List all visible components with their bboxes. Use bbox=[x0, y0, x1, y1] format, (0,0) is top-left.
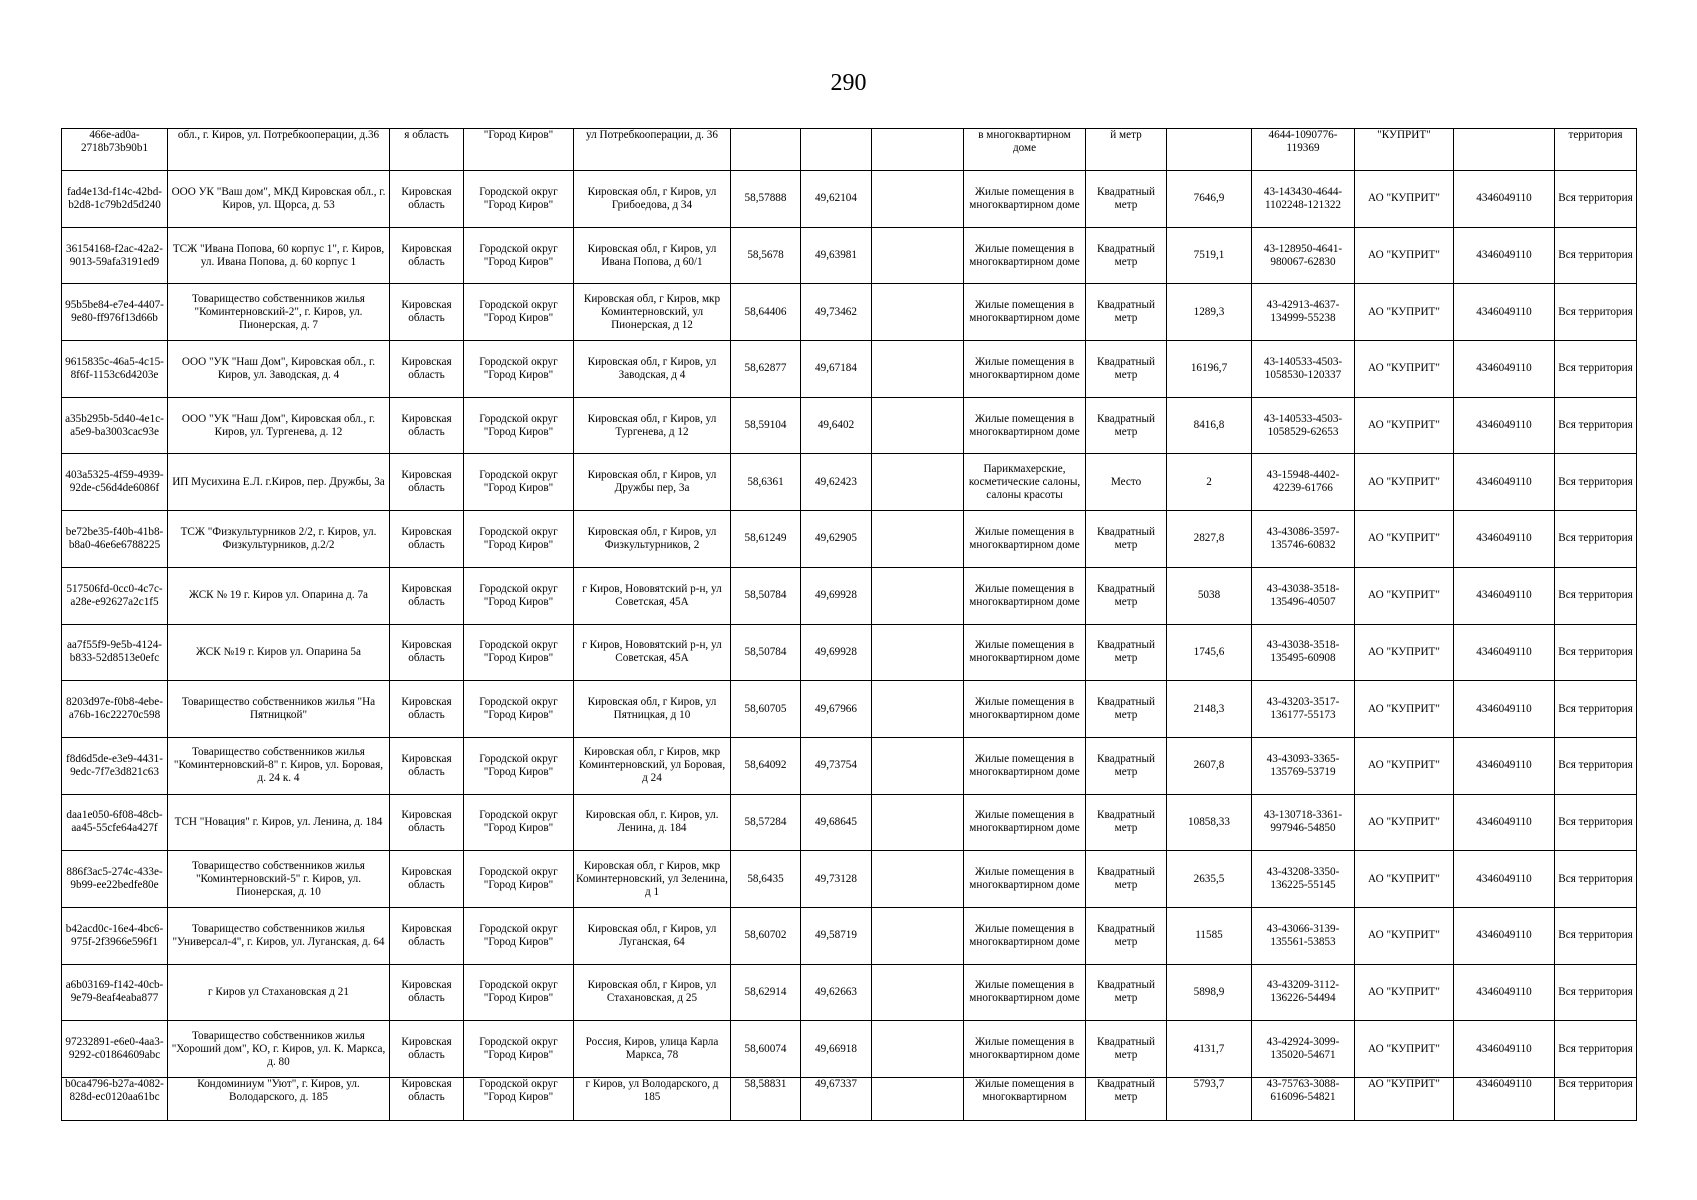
cell-region: Кировская область bbox=[390, 567, 464, 624]
cell-area: 16196,7 bbox=[1167, 341, 1252, 398]
cell-empty bbox=[872, 794, 964, 851]
cell-object-type: Жилые помещения в многоквартирном доме bbox=[964, 624, 1086, 681]
cell-area: 7519,1 bbox=[1167, 227, 1252, 284]
table-row bbox=[62, 681, 1637, 738]
cell-operator: АО "КУПРИТ" bbox=[1355, 284, 1454, 341]
cell-longitude bbox=[801, 129, 872, 171]
cell-region: Кировская область bbox=[390, 397, 464, 454]
cell-area: 10858,33 bbox=[1167, 794, 1252, 851]
cell-organization-name: г Киров ул Стахановская д 21 bbox=[168, 964, 390, 1021]
cell-record-id: 466e-ad0a-2718b73b90b1 bbox=[62, 129, 168, 171]
table-row bbox=[62, 284, 1637, 341]
cell-unit: Квадратный метр bbox=[1086, 964, 1167, 1021]
cell-operator: АО "КУПРИТ" bbox=[1355, 907, 1454, 964]
cell-organization-name: Товарищество собственников жилья "Универсал-4", г. Киров, ул. Луганская, д. 64 bbox=[168, 907, 390, 964]
cell-operator: АО "КУПРИТ" bbox=[1355, 397, 1454, 454]
cell-organization-name: Товарищество собственников жилья "Коминтерновский-2", г. Киров, ул. Пионерская, д. 7 bbox=[168, 284, 390, 341]
cell-organization-name: Товарищество собственников жилья "На Пятницкой" bbox=[168, 681, 390, 738]
cell-territory: Вся территория bbox=[1555, 851, 1637, 908]
cell-latitude: 58,60705 bbox=[731, 681, 801, 738]
cell-address: Кировская обл, г Киров, ул Тургенева, д 12 bbox=[574, 397, 731, 454]
cell-area: 5038 bbox=[1167, 567, 1252, 624]
table-row bbox=[62, 794, 1637, 851]
cell-territory: Вся территория bbox=[1555, 171, 1637, 228]
cell-operator: АО "КУПРИТ" bbox=[1355, 171, 1454, 228]
cell-longitude: 49,69928 bbox=[801, 624, 872, 681]
cell-municipality: "Город Киров" bbox=[464, 129, 574, 171]
cell-object-code: 4644-1090776-119369 bbox=[1252, 129, 1355, 171]
cell-latitude: 58,57284 bbox=[731, 794, 801, 851]
cell-organization-name: ЖСК № 19 г. Киров ул. Опарина д. 7а bbox=[168, 567, 390, 624]
cell-longitude: 49,63981 bbox=[801, 227, 872, 284]
cell-record-id: 95b5be84-e7e4-4407-9e80-ff976f13d66b bbox=[62, 284, 168, 341]
cell-empty bbox=[872, 454, 964, 511]
cell-region: Кировская область bbox=[390, 171, 464, 228]
cell-unit: Квадратный метр bbox=[1086, 171, 1167, 228]
cell-organization-name: ТСЖ "Ивана Попова, 60 корпус 1", г. Киров, ул. Ивана Попова, д. 60 корпус 1 bbox=[168, 227, 390, 284]
cell-object-type: Жилые помещения в многоквартирном доме bbox=[964, 284, 1086, 341]
cell-object-code: 43-43038-3518-135495-60908 bbox=[1252, 624, 1355, 681]
cell-organization-name: Товарищество собственников жилья "Коминтерновский-8" г. Киров, ул. Боровая, д. 24 к. 4 bbox=[168, 737, 390, 794]
cell-organization-name: ТСН "Новация" г. Киров, ул. Ленина, д. 184 bbox=[168, 794, 390, 851]
cell-territory: Вся территория bbox=[1555, 511, 1637, 568]
cell-object-code: 43-130718-3361-997946-54850 bbox=[1252, 794, 1355, 851]
cell-latitude: 58,6361 bbox=[731, 454, 801, 511]
cell-territory: Вся территория bbox=[1555, 397, 1637, 454]
registry-table bbox=[61, 128, 1637, 1121]
cell-empty bbox=[872, 964, 964, 1021]
cell-territory: Вся территория bbox=[1555, 681, 1637, 738]
cell-inn: 4346049110 bbox=[1454, 341, 1555, 398]
cell-operator: АО "КУПРИТ" bbox=[1355, 1078, 1454, 1121]
cell-region: Кировская область bbox=[390, 511, 464, 568]
cell-address: Кировская обл, г Киров, ул Грибоедова, д 34 bbox=[574, 171, 731, 228]
cell-empty bbox=[872, 341, 964, 398]
cell-longitude: 49,62663 bbox=[801, 964, 872, 1021]
cell-territory: Вся территория bbox=[1555, 227, 1637, 284]
cell-empty bbox=[872, 284, 964, 341]
cell-longitude: 49,67966 bbox=[801, 681, 872, 738]
page-number: 290 bbox=[830, 70, 867, 96]
cell-area: 8416,8 bbox=[1167, 397, 1252, 454]
cell-empty bbox=[872, 567, 964, 624]
cell-territory: Вся территория bbox=[1555, 454, 1637, 511]
table-row bbox=[62, 454, 1637, 511]
cell-organization-name: ЖСК №19 г. Киров ул. Опарина 5а bbox=[168, 624, 390, 681]
cell-area: 2148,3 bbox=[1167, 681, 1252, 738]
table-row bbox=[62, 227, 1637, 284]
cell-inn: 4346049110 bbox=[1454, 284, 1555, 341]
cell-unit: Место bbox=[1086, 454, 1167, 511]
cell-empty bbox=[872, 511, 964, 568]
cell-record-id: 8203d97e-f0b8-4ebe-a76b-16c22270c598 bbox=[62, 681, 168, 738]
cell-inn: 4346049110 bbox=[1454, 567, 1555, 624]
cell-address: Кировская обл, г Киров, мкр Коминтерновский, ул Пионерская, д 12 bbox=[574, 284, 731, 341]
cell-object-type: Парикмахерские, косметические салоны, салоны красоты bbox=[964, 454, 1086, 511]
cell-unit: Квадратный метр bbox=[1086, 1078, 1167, 1121]
cell-municipality: Городской округ "Город Киров" bbox=[464, 397, 574, 454]
cell-area: 1289,3 bbox=[1167, 284, 1252, 341]
cell-latitude: 58,50784 bbox=[731, 624, 801, 681]
cell-territory: Вся территория bbox=[1555, 737, 1637, 794]
cell-unit: Квадратный метр bbox=[1086, 284, 1167, 341]
cell-empty bbox=[872, 907, 964, 964]
cell-address: Кировская обл, г. Киров, ул. Ленина, д. 184 bbox=[574, 794, 731, 851]
cell-region: Кировская область bbox=[390, 624, 464, 681]
cell-record-id: 403a5325-4f59-4939-92de-c56d4de6086f bbox=[62, 454, 168, 511]
cell-longitude: 49,73462 bbox=[801, 284, 872, 341]
cell-longitude: 49,6402 bbox=[801, 397, 872, 454]
cell-area: 2 bbox=[1167, 454, 1252, 511]
cell-organization-name: Товарищество собственников жилья "Хороший дом", КО, г. Киров, ул. К. Маркса, д. 80 bbox=[168, 1021, 390, 1078]
cell-object-type: Жилые помещения в многоквартирном доме bbox=[964, 171, 1086, 228]
cell-latitude: 58,62877 bbox=[731, 341, 801, 398]
cell-unit: Квадратный метр bbox=[1086, 567, 1167, 624]
cell-inn: 4346049110 bbox=[1454, 1078, 1555, 1121]
cell-longitude: 49,62104 bbox=[801, 171, 872, 228]
cell-address: Кировская обл, г Киров, ул Луганская, 64 bbox=[574, 907, 731, 964]
cell-empty bbox=[872, 681, 964, 738]
cell-territory: Вся территория bbox=[1555, 794, 1637, 851]
cell-address: Кировская обл, г Киров, ул Ивана Попова, д 60/1 bbox=[574, 227, 731, 284]
cell-territory: Вся территория bbox=[1555, 567, 1637, 624]
cell-object-code: 43-43038-3518-135496-40507 bbox=[1252, 567, 1355, 624]
cell-address: Кировская обл, г Киров, ул Дружбы пер, 3а bbox=[574, 454, 731, 511]
cell-object-code: 43-43203-3517-136177-55173 bbox=[1252, 681, 1355, 738]
cell-municipality: Городской округ "Город Киров" bbox=[464, 341, 574, 398]
cell-municipality: Городской округ "Город Киров" bbox=[464, 227, 574, 284]
cell-record-id: daa1e050-6f08-48cb-aa45-55cfe64a427f bbox=[62, 794, 168, 851]
cell-object-code: 43-42924-3099-135020-54671 bbox=[1252, 1021, 1355, 1078]
cell-territory: территория bbox=[1555, 129, 1637, 171]
cell-unit: Квадратный метр bbox=[1086, 511, 1167, 568]
cell-object-code: 43-42913-4637-134999-55238 bbox=[1252, 284, 1355, 341]
cell-operator: АО "КУПРИТ" bbox=[1355, 681, 1454, 738]
cell-object-type: Жилые помещения в многоквартирном доме bbox=[964, 907, 1086, 964]
cell-organization-name: Кондоминиум "Уют", г. Киров, ул. Володарского, д. 185 bbox=[168, 1078, 390, 1121]
cell-latitude: 58,60702 bbox=[731, 907, 801, 964]
cell-record-id: fad4e13d-f14c-42bd-b2d8-1c79b2d5d240 bbox=[62, 171, 168, 228]
registry-table-body bbox=[62, 129, 1637, 1121]
cell-municipality: Городской округ "Город Киров" bbox=[464, 794, 574, 851]
cell-organization-name: ТСЖ "Физкультурников 2/2, г. Киров, ул. Физкультурников, д.2/2 bbox=[168, 511, 390, 568]
cell-record-id: 36154168-f2ac-42a2-9013-59afa3191ed9 bbox=[62, 227, 168, 284]
cell-object-type: Жилые помещения в многоквартирном доме bbox=[964, 341, 1086, 398]
cell-empty bbox=[872, 227, 964, 284]
cell-latitude: 58,60074 bbox=[731, 1021, 801, 1078]
cell-organization-name: ИП Мусихина Е.Л. г.Киров, пер. Дружбы, 3а bbox=[168, 454, 390, 511]
cell-unit: й метр bbox=[1086, 129, 1167, 171]
cell-area: 11585 bbox=[1167, 907, 1252, 964]
table-row bbox=[62, 1021, 1637, 1078]
cell-region: Кировская область bbox=[390, 1021, 464, 1078]
cell-record-id: 97232891-e6e0-4aa3-9292-c01864609abc bbox=[62, 1021, 168, 1078]
cell-inn: 4346049110 bbox=[1454, 1021, 1555, 1078]
cell-municipality: Городской округ "Город Киров" bbox=[464, 964, 574, 1021]
cell-object-type: Жилые помещения в многоквартирном доме bbox=[964, 1021, 1086, 1078]
cell-inn: 4346049110 bbox=[1454, 624, 1555, 681]
table-row bbox=[62, 567, 1637, 624]
cell-operator: АО "КУПРИТ" bbox=[1355, 227, 1454, 284]
cell-inn: 4346049110 bbox=[1454, 454, 1555, 511]
cell-empty bbox=[872, 737, 964, 794]
cell-inn: 4346049110 bbox=[1454, 794, 1555, 851]
cell-record-id: b0ca4796-b27a-4082-828d-ec0120aa61bc bbox=[62, 1078, 168, 1121]
cell-object-type: Жилые помещения в многоквартирном доме bbox=[964, 681, 1086, 738]
cell-area: 2607,8 bbox=[1167, 737, 1252, 794]
table-row bbox=[62, 737, 1637, 794]
cell-territory: Вся территория bbox=[1555, 284, 1637, 341]
cell-address: ул Потребкооперации, д. 36 bbox=[574, 129, 731, 171]
cell-address: Кировская обл, г Киров, ул Пятницкая, д 10 bbox=[574, 681, 731, 738]
cell-territory: Вся территория bbox=[1555, 624, 1637, 681]
cell-address: Кировская обл, г Киров, ул Физкультурников, 2 bbox=[574, 511, 731, 568]
cell-municipality: Городской округ "Город Киров" bbox=[464, 907, 574, 964]
cell-inn: 4346049110 bbox=[1454, 851, 1555, 908]
cell-object-code: 43-140533-4503-1058529-62653 bbox=[1252, 397, 1355, 454]
cell-inn: 4346049110 bbox=[1454, 907, 1555, 964]
cell-region: Кировская область bbox=[390, 454, 464, 511]
cell-empty bbox=[872, 171, 964, 228]
cell-area: 5898,9 bbox=[1167, 964, 1252, 1021]
cell-municipality: Городской округ "Город Киров" bbox=[464, 624, 574, 681]
table-row bbox=[62, 1078, 1637, 1121]
cell-municipality: Городской округ "Город Киров" bbox=[464, 681, 574, 738]
cell-inn: 4346049110 bbox=[1454, 397, 1555, 454]
cell-record-id: a35b295b-5d40-4e1c-a5e9-ba3003cac93e bbox=[62, 397, 168, 454]
cell-object-code: 43-43209-3112-136226-54494 bbox=[1252, 964, 1355, 1021]
cell-municipality: Городской округ "Город Киров" bbox=[464, 1078, 574, 1121]
cell-object-code: 43-43208-3350-136225-55145 bbox=[1252, 851, 1355, 908]
cell-longitude: 49,62423 bbox=[801, 454, 872, 511]
cell-latitude: 58,64406 bbox=[731, 284, 801, 341]
cell-operator: АО "КУПРИТ" bbox=[1355, 454, 1454, 511]
table-row bbox=[62, 129, 1637, 171]
cell-latitude bbox=[731, 129, 801, 171]
cell-longitude: 49,67337 bbox=[801, 1078, 872, 1121]
cell-address: Кировская обл, г Киров, ул Заводская, д 4 bbox=[574, 341, 731, 398]
cell-longitude: 49,69928 bbox=[801, 567, 872, 624]
cell-unit: Квадратный метр bbox=[1086, 907, 1167, 964]
cell-territory: Вся территория bbox=[1555, 1078, 1637, 1121]
cell-unit: Квадратный метр bbox=[1086, 1021, 1167, 1078]
cell-inn: 4346049110 bbox=[1454, 737, 1555, 794]
cell-object-code: 43-128950-4641-980067-62830 bbox=[1252, 227, 1355, 284]
cell-address: Кировская обл, г Киров, ул Стахановская, д 25 bbox=[574, 964, 731, 1021]
table-row bbox=[62, 851, 1637, 908]
cell-object-type: Жилые помещения в многоквартирном доме bbox=[964, 397, 1086, 454]
cell-unit: Квадратный метр bbox=[1086, 397, 1167, 454]
cell-object-type: Жилые помещения в многоквартирном bbox=[964, 1078, 1086, 1121]
cell-empty bbox=[872, 624, 964, 681]
cell-object-code: 43-43093-3365-135769-53719 bbox=[1252, 737, 1355, 794]
table-row bbox=[62, 171, 1637, 228]
cell-longitude: 49,73754 bbox=[801, 737, 872, 794]
cell-address: г Киров, Нововятский р-н, ул Советская, 45А bbox=[574, 567, 731, 624]
table-row bbox=[62, 624, 1637, 681]
cell-object-code: 43-15948-4402-42239-61766 bbox=[1252, 454, 1355, 511]
cell-operator: АО "КУПРИТ" bbox=[1355, 567, 1454, 624]
cell-operator: АО "КУПРИТ" bbox=[1355, 737, 1454, 794]
cell-territory: Вся территория bbox=[1555, 341, 1637, 398]
cell-latitude: 58,58831 bbox=[731, 1078, 801, 1121]
cell-region: я область bbox=[390, 129, 464, 171]
cell-record-id: b42acd0c-16e4-4bc6-975f-2f3966e596f1 bbox=[62, 907, 168, 964]
cell-unit: Квадратный метр bbox=[1086, 341, 1167, 398]
cell-object-type: Жилые помещения в многоквартирном доме bbox=[964, 567, 1086, 624]
cell-address: Кировская обл, г Киров, мкр Коминтерновский, ул Зеленина, д 1 bbox=[574, 851, 731, 908]
cell-inn: 4346049110 bbox=[1454, 171, 1555, 228]
cell-object-type: Жилые помещения в многоквартирном доме bbox=[964, 511, 1086, 568]
cell-address: Кировская обл, г Киров, мкр Коминтерновский, ул Боровая, д 24 bbox=[574, 737, 731, 794]
cell-object-code: 43-75763-3088-616096-54821 bbox=[1252, 1078, 1355, 1121]
cell-empty bbox=[872, 1021, 964, 1078]
cell-record-id: aa7f55f9-9e5b-4124-b833-52d8513e0efc bbox=[62, 624, 168, 681]
cell-unit: Квадратный метр bbox=[1086, 681, 1167, 738]
cell-area: 2635,5 bbox=[1167, 851, 1252, 908]
cell-object-type: в многоквартирном доме bbox=[964, 129, 1086, 171]
cell-region: Кировская область bbox=[390, 851, 464, 908]
cell-address: г Киров, Нововятский р-н, ул Советская, 45А bbox=[574, 624, 731, 681]
cell-unit: Квадратный метр bbox=[1086, 227, 1167, 284]
cell-empty bbox=[872, 129, 964, 171]
cell-latitude: 58,59104 bbox=[731, 397, 801, 454]
cell-municipality: Городской округ "Город Киров" bbox=[464, 567, 574, 624]
cell-region: Кировская область bbox=[390, 681, 464, 738]
cell-inn: 4346049110 bbox=[1454, 511, 1555, 568]
cell-record-id: 9615835c-46a5-4c15-8f6f-1153c6d4203e bbox=[62, 341, 168, 398]
cell-municipality: Городской округ "Город Киров" bbox=[464, 1021, 574, 1078]
cell-longitude: 49,68645 bbox=[801, 794, 872, 851]
table-row bbox=[62, 511, 1637, 568]
cell-record-id: f8d6d5de-e3e9-4431-9edc-7f7e3d821c63 bbox=[62, 737, 168, 794]
cell-record-id: a6b03169-f142-40cb-9e79-8eaf4eaba877 bbox=[62, 964, 168, 1021]
cell-operator: АО "КУПРИТ" bbox=[1355, 964, 1454, 1021]
cell-organization-name: ООО "УК "Наш Дом", Кировская обл., г. Киров, ул. Заводская, д. 4 bbox=[168, 341, 390, 398]
cell-object-type: Жилые помещения в многоквартирном доме bbox=[964, 737, 1086, 794]
cell-operator: АО "КУПРИТ" bbox=[1355, 624, 1454, 681]
cell-longitude: 49,73128 bbox=[801, 851, 872, 908]
cell-region: Кировская область bbox=[390, 341, 464, 398]
cell-longitude: 49,58719 bbox=[801, 907, 872, 964]
cell-inn: 4346049110 bbox=[1454, 964, 1555, 1021]
cell-inn: 4346049110 bbox=[1454, 681, 1555, 738]
cell-region: Кировская область bbox=[390, 737, 464, 794]
cell-latitude: 58,57888 bbox=[731, 171, 801, 228]
cell-region: Кировская область bbox=[390, 964, 464, 1021]
cell-object-code: 43-143430-4644-1102248-121322 bbox=[1252, 171, 1355, 228]
cell-municipality: Городской округ "Город Киров" bbox=[464, 171, 574, 228]
cell-organization-name: обл., г. Киров, ул. Потребкооперации, д.36 bbox=[168, 129, 390, 171]
cell-latitude: 58,6435 bbox=[731, 851, 801, 908]
cell-inn bbox=[1454, 129, 1555, 171]
cell-empty bbox=[872, 1078, 964, 1121]
table-row bbox=[62, 964, 1637, 1021]
cell-empty bbox=[872, 397, 964, 454]
cell-record-id: be72be35-f40b-41b8-b8a0-46e6e6788225 bbox=[62, 511, 168, 568]
cell-object-type: Жилые помещения в многоквартирном доме bbox=[964, 964, 1086, 1021]
cell-area: 1745,6 bbox=[1167, 624, 1252, 681]
cell-record-id: 886f3ac5-274c-433e-9b99-ee22bedfe80e bbox=[62, 851, 168, 908]
cell-unit: Квадратный метр bbox=[1086, 794, 1167, 851]
cell-longitude: 49,66918 bbox=[801, 1021, 872, 1078]
cell-operator: АО "КУПРИТ" bbox=[1355, 851, 1454, 908]
table-row bbox=[62, 397, 1637, 454]
cell-object-type: Жилые помещения в многоквартирном доме bbox=[964, 227, 1086, 284]
cell-area: 5793,7 bbox=[1167, 1078, 1252, 1121]
cell-organization-name: ООО "УК "Наш Дом", Кировская обл., г. Киров, ул. Тургенева, д. 12 bbox=[168, 397, 390, 454]
table-row bbox=[62, 341, 1637, 398]
cell-object-type: Жилые помещения в многоквартирном доме bbox=[964, 794, 1086, 851]
cell-object-code: 43-140533-4503-1058530-120337 bbox=[1252, 341, 1355, 398]
cell-territory: Вся территория bbox=[1555, 964, 1637, 1021]
cell-area bbox=[1167, 129, 1252, 171]
cell-latitude: 58,61249 bbox=[731, 511, 801, 568]
cell-region: Кировская область bbox=[390, 794, 464, 851]
cell-operator: АО "КУПРИТ" bbox=[1355, 511, 1454, 568]
cell-region: Кировская область bbox=[390, 227, 464, 284]
cell-municipality: Городской округ "Город Киров" bbox=[464, 851, 574, 908]
cell-unit: Квадратный метр bbox=[1086, 737, 1167, 794]
cell-municipality: Городской округ "Город Киров" bbox=[464, 737, 574, 794]
cell-latitude: 58,64092 bbox=[731, 737, 801, 794]
cell-municipality: Городской округ "Город Киров" bbox=[464, 284, 574, 341]
cell-latitude: 58,62914 bbox=[731, 964, 801, 1021]
cell-area: 7646,9 bbox=[1167, 171, 1252, 228]
cell-region: Кировская область bbox=[390, 284, 464, 341]
cell-municipality: Городской округ "Город Киров" bbox=[464, 511, 574, 568]
cell-latitude: 58,5678 bbox=[731, 227, 801, 284]
cell-unit: Квадратный метр bbox=[1086, 851, 1167, 908]
cell-latitude: 58,50784 bbox=[731, 567, 801, 624]
table-row bbox=[62, 907, 1637, 964]
cell-address: Россия, Киров, улица Карла Маркса, 78 bbox=[574, 1021, 731, 1078]
cell-longitude: 49,62905 bbox=[801, 511, 872, 568]
cell-address: г Киров, ул Володарского, д 185 bbox=[574, 1078, 731, 1121]
cell-unit: Квадратный метр bbox=[1086, 624, 1167, 681]
cell-object-type: Жилые помещения в многоквартирном доме bbox=[964, 851, 1086, 908]
cell-organization-name: Товарищество собственников жилья "Коминтерновский-5" г. Киров, ул. Пионерская, д. 10 bbox=[168, 851, 390, 908]
cell-territory: Вся территория bbox=[1555, 1021, 1637, 1078]
cell-area: 2827,8 bbox=[1167, 511, 1252, 568]
cell-inn: 4346049110 bbox=[1454, 227, 1555, 284]
cell-region: Кировская область bbox=[390, 907, 464, 964]
cell-organization-name: ООО УК "Ваш дом", МКД Кировская обл., г. Киров, ул. Щорса, д. 53 bbox=[168, 171, 390, 228]
cell-operator: АО "КУПРИТ" bbox=[1355, 1021, 1454, 1078]
cell-operator: АО "КУПРИТ" bbox=[1355, 341, 1454, 398]
cell-operator: АО "КУПРИТ" bbox=[1355, 794, 1454, 851]
cell-territory: Вся территория bbox=[1555, 907, 1637, 964]
cell-region: Кировская область bbox=[390, 1078, 464, 1121]
cell-area: 4131,7 bbox=[1167, 1021, 1252, 1078]
cell-operator: "КУПРИТ" bbox=[1355, 129, 1454, 171]
cell-object-code: 43-43066-3139-135561-53853 bbox=[1252, 907, 1355, 964]
cell-municipality: Городской округ "Город Киров" bbox=[464, 454, 574, 511]
cell-record-id: 517506fd-0cc0-4c7c-a28e-e92627a2c1f5 bbox=[62, 567, 168, 624]
cell-longitude: 49,67184 bbox=[801, 341, 872, 398]
cell-object-code: 43-43086-3597-135746-60832 bbox=[1252, 511, 1355, 568]
cell-empty bbox=[872, 851, 964, 908]
